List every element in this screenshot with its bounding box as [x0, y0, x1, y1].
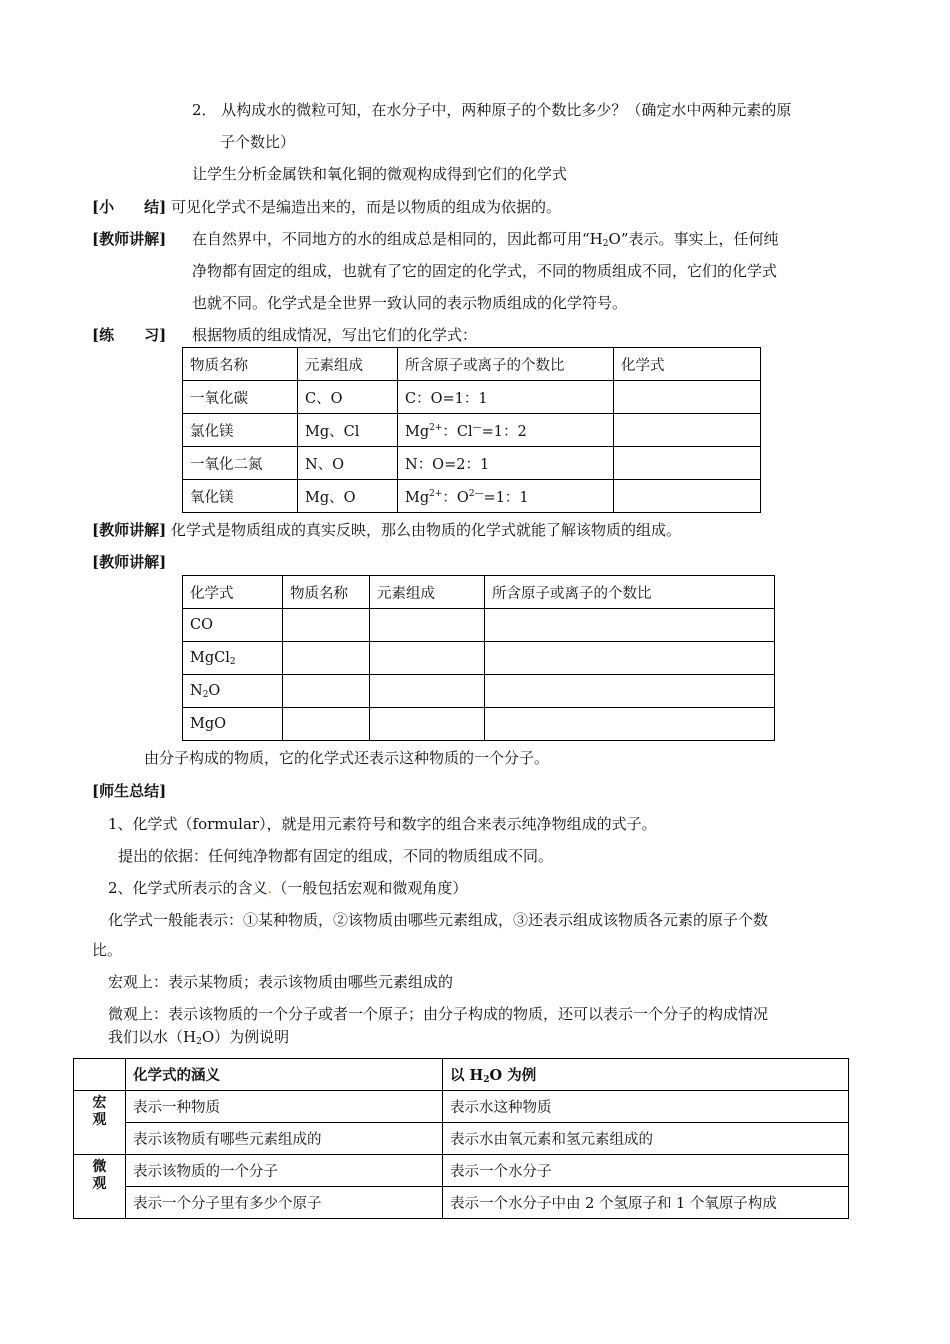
conclusion-p7-pre: 我们以水（H	[108, 1028, 197, 1046]
ion-charge: —	[472, 422, 482, 433]
header-example-pre: 以 H	[450, 1067, 484, 1084]
formula-answer-cell[interactable]	[614, 447, 761, 480]
answer-cell[interactable]	[370, 642, 485, 675]
header-cell: 物质名称	[183, 348, 298, 381]
table-header-row	[183, 576, 775, 609]
answer-cell[interactable]	[370, 708, 485, 741]
lecture1-line1-pre: 在自然界中，不同地方的水的组成总是相同的，因此都可用“	[192, 230, 590, 248]
practice-table	[182, 347, 761, 513]
table-row	[74, 1123, 849, 1155]
conclusion-p1: 1、化学式（formular），就是用元素符号和数字的组合来表示纯净物组成的式子。	[108, 815, 657, 833]
substance-name: 一氧化碳	[183, 381, 298, 414]
header-cell: 物质名称	[283, 576, 370, 609]
answer-cell[interactable]	[485, 642, 775, 675]
ion-symbol: Mg	[405, 423, 430, 440]
header-example-post: O 为例	[489, 1067, 537, 1084]
header-cell: 化学式	[183, 576, 283, 609]
element-composition: N、O	[298, 447, 398, 480]
table-row	[183, 414, 761, 447]
header-cell: 化学式的涵义	[126, 1059, 443, 1091]
conclusion-p5: 宏观上：表示某物质；表示该物质由哪些元素组成的	[108, 973, 454, 991]
table-row	[183, 447, 761, 480]
question-2-line2: 子个数比）	[220, 133, 296, 151]
table-row	[183, 480, 761, 513]
conclusion-p2: 提出的依据：任何纯净物都有固定的组成，不同的物质组成不同。	[118, 847, 554, 865]
meaning-cell: 表示该物质的一个分子	[126, 1155, 443, 1187]
conclusion-p3-post: （一般包括宏观和微观角度）	[272, 879, 468, 897]
header-cell: 元素组成	[370, 576, 485, 609]
macro-label-cell	[74, 1091, 126, 1155]
ion-charge: 2+	[429, 422, 443, 433]
header-cell: 元素组成	[298, 348, 398, 381]
meaning-cell: 表示一个分子里有多少个原子	[126, 1187, 443, 1219]
conclusion-p4a: 化学式一般能表示：①某种物质，②该物质由哪些元素组成，③还表示组成该物质各元素的原子个数	[108, 911, 769, 929]
ion-ratio	[398, 414, 614, 447]
lecture1-h: H	[589, 230, 603, 248]
header-cell: 所含原子或离子的个数比	[485, 576, 775, 609]
macro-label: 宏观	[92, 1095, 107, 1128]
conclusion-p7-post: O）为例说明	[201, 1028, 290, 1046]
table-row	[183, 708, 775, 741]
header-cell: 化学式	[614, 348, 761, 381]
practice-tag: [练 习]	[92, 326, 167, 344]
substance-name: 氧化镁	[183, 480, 298, 513]
ion-symbol: Mg	[405, 489, 430, 506]
answer-cell[interactable]	[283, 642, 370, 675]
table-row	[183, 642, 775, 675]
header-example-sub: 2	[483, 1075, 490, 1085]
answer-cell[interactable]	[370, 609, 485, 642]
conclusion-p7	[108, 1027, 289, 1047]
molecule-line: 由分子构成的物质，它的化学式还表示这种物质的一个分子。	[144, 749, 550, 767]
ion-ratio	[398, 480, 614, 513]
answer-cell[interactable]	[283, 675, 370, 708]
formula-cell: MgO	[183, 708, 283, 741]
header-cell: 所含原子或离子的个数比	[398, 348, 614, 381]
conclusion-p3-dot: .	[267, 879, 273, 897]
ion-charge: 2—	[468, 488, 484, 499]
table-row	[183, 381, 761, 414]
lecture1-line1-post: ”表示。事实上，任何纯	[620, 230, 779, 248]
ratio-value: =1：1	[483, 489, 529, 506]
table-header-row	[183, 348, 761, 381]
ratio-value: =1：2	[481, 423, 527, 440]
meaning-cell: 表示一种物质	[126, 1091, 443, 1123]
lecture1-sub2: 2	[602, 239, 609, 249]
formula-text: N	[190, 683, 203, 699]
lecture2-paragraph	[92, 520, 681, 540]
conclusion-p6: 微观上：表示该物质的一个分子或者一个原子；由分子构成的物质，还可以表示一个分子的构成情况	[108, 1005, 769, 1023]
substance-name: 氯化镁	[183, 414, 298, 447]
lecture1-line2: 净物都有固定的组成，也就有了它的固定的化学式，不同的物质组成不同，它们的化学式	[192, 262, 778, 280]
answer-cell[interactable]	[370, 675, 485, 708]
conclusion-tag: [师生总结]	[92, 782, 167, 800]
ion-symbol: ：O	[442, 489, 469, 506]
atom-ratio: C：O=1：1	[398, 381, 614, 414]
substance-name: 一氧化二氮	[183, 447, 298, 480]
header-cell	[443, 1059, 849, 1091]
conclusion-p4b: 比。	[92, 941, 123, 959]
example-cell: 表示一个水分子中由 2 个氢原子和 1 个氧原子构成	[443, 1187, 849, 1219]
atom-ratio: N：O=2：1	[398, 447, 614, 480]
lecture1-tag: [教师讲解]	[92, 230, 167, 248]
meaning-cell: 表示该物质有哪些元素组成的	[126, 1123, 443, 1155]
formula-text: MgCl	[190, 650, 230, 666]
table-row	[74, 1187, 849, 1219]
lecture1-o: O	[608, 230, 621, 248]
formula-subscript: 2	[202, 690, 209, 700]
table-header-row	[74, 1059, 849, 1091]
summary-paragraph	[92, 197, 561, 217]
practice-text: 根据物质的组成情况，写出它们的化学式：	[192, 326, 478, 344]
conclusion-p7-sub: 2	[196, 1037, 202, 1047]
ion-charge: 2+	[429, 488, 443, 499]
lecture3-tag: [教师讲解]	[92, 553, 167, 571]
micro-label-cell	[74, 1155, 126, 1219]
answer-cell[interactable]	[283, 708, 370, 741]
formula-cell: CO	[183, 609, 283, 642]
table-row	[183, 675, 775, 708]
formula-answer-cell[interactable]	[614, 381, 761, 414]
formula-answer-cell[interactable]	[614, 480, 761, 513]
conclusion-p3	[108, 878, 467, 898]
answer-cell[interactable]	[485, 609, 775, 642]
element-composition: C、O	[298, 381, 398, 414]
formula-answer-cell[interactable]	[614, 414, 761, 447]
lecture1-line3: 也就不同。化学式是全世界一致认同的表示物质组成的化学符号。	[192, 294, 628, 312]
example-cell: 表示水这种物质	[443, 1091, 849, 1123]
example-cell: 表示水由氧元素和氢元素组成的	[443, 1123, 849, 1155]
answer-cell[interactable]	[485, 675, 775, 708]
header-corner-cell	[74, 1059, 126, 1091]
ion-symbol: ：Cl	[442, 423, 473, 440]
formula-cell	[183, 642, 283, 675]
lecture2-tag: [教师讲解]	[92, 521, 167, 539]
formula-table	[182, 575, 775, 741]
question-2-line1: 2． 从构成水的微粒可知，在水分子中，两种原子的个数比多少？（确定水中两种元素的原	[192, 101, 792, 119]
lecture1-line1	[192, 229, 778, 249]
conclusion-p3-pre: 2、化学式所表示的含义	[108, 879, 268, 897]
example-cell: 表示一个水分子	[443, 1155, 849, 1187]
micro-label: 微观	[92, 1159, 107, 1192]
table-row	[74, 1091, 849, 1123]
meaning-table	[73, 1058, 849, 1219]
formula-subscript: 2	[229, 657, 236, 667]
summary-tag: [小 结]	[92, 198, 167, 216]
formula-cell	[183, 675, 283, 708]
table-row	[74, 1155, 849, 1187]
answer-cell[interactable]	[283, 609, 370, 642]
element-composition: Mg、O	[298, 480, 398, 513]
table-row	[183, 609, 775, 642]
analyze-line: 让学生分析金属铁和氧化铜的微观构成得到它们的化学式	[192, 165, 568, 183]
formula-text: O	[208, 683, 221, 699]
summary-text: 可见化学式不是编造出来的，而是以物质的组成为依据的。	[170, 198, 561, 216]
element-composition: Mg、Cl	[298, 414, 398, 447]
lecture2-text: 化学式是物质组成的真实反映，那么由物质的化学式就能了解该物质的组成。	[170, 521, 681, 539]
answer-cell[interactable]	[485, 708, 775, 741]
